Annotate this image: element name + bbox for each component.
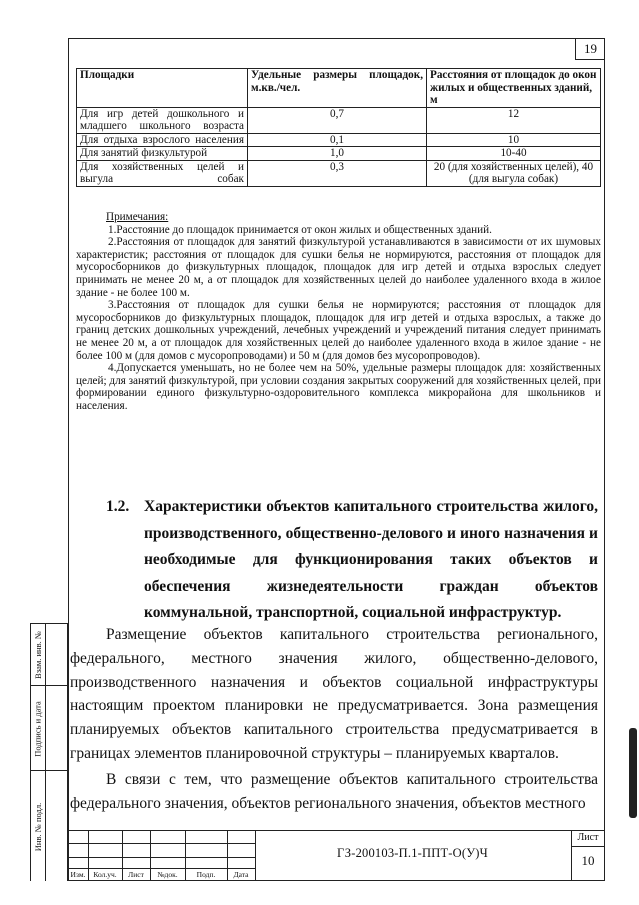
page-number: 19: [575, 38, 605, 60]
row-distance: 10-40: [427, 147, 601, 161]
document-code: ГЗ-200103-П.1-ППТ-О(У)Ч: [337, 846, 488, 860]
row-distance: 10: [427, 133, 601, 147]
section-heading: [106, 494, 598, 627]
header-playgrounds: Площадки: [77, 69, 248, 108]
row-distance: 20 (для хозяйственных целей), 40 (для выгула собак): [427, 160, 601, 186]
note-item: 3.Расстояния от площадок для сушки белья не нормируются; расстояния от площадок для мусоросборников до физкультурных площадок, площадок для игр детей и отдыха взрослых, а также до границ детских дошкольных учреждений, лечебных учреждений и учреждений питания следует принимать не менее 20 м, а от площадок для хозяйственных целей до наиболее удаленного входа в жилое здание - не более 100 м (для домов с мусоропроводами) и 50 м (для домов без мусоропроводов).: [76, 299, 601, 362]
table-row: [77, 107, 601, 133]
section-number: 1.2.: [106, 498, 130, 515]
stamp-col-izm: Изм.: [70, 870, 86, 879]
row-label: Для хозяйственных целей и выгула собак: [77, 160, 248, 186]
inv-podl-label: Инв. № подл.: [33, 802, 43, 851]
note-item: 2.Расстояния от площадок для занятий физкультурой устанавливаются в зависимости от их шумовых характеристик; расстояния от площадок для сушки белья не нормируются, расстояния от площадок для мусоросборников до физкультурных площадок, площадок для игр детей и отдыха взрослых следует принимать не менее 20 м, а от площадок для хозяйственных целей до наиболее удаленного входа в жилое здание - не более 100 м.: [76, 236, 601, 299]
notes-title: Примечания:: [106, 211, 169, 223]
stamp-col-podp: Подп.: [196, 870, 216, 879]
row-size: 0,3: [248, 160, 427, 186]
stamp-col-ndok: №док.: [157, 870, 178, 879]
sheet-number: 10: [581, 853, 595, 868]
header-distances: Расстояния от площадок до окон жилых и общественных зданий, м: [427, 69, 601, 108]
table-row: [77, 160, 601, 186]
stamp-col-kol: Кол.уч.: [93, 870, 117, 879]
row-size: 0,7: [248, 107, 427, 133]
signature-date-label: Подпись и дата: [33, 700, 44, 757]
stamp-top-line: [68, 830, 605, 831]
paragraph: В связи с тем, что размещение объектов капитального строительства федерального значения, объектов регионального значения, объектов местного: [70, 770, 598, 812]
table-notes: [76, 211, 601, 413]
stamp-col-list: Лист: [128, 870, 144, 879]
scan-edge-mark: [629, 728, 637, 818]
header-specific-size: Удельные размеры площадок, м.кв./чел.: [248, 69, 427, 108]
body-text: [70, 623, 598, 817]
table-row: [77, 133, 601, 147]
row-size: 1,0: [248, 147, 427, 161]
sheet-label: Лист: [577, 832, 599, 843]
row-distance: 12: [427, 107, 601, 133]
stamp-sheet-line: [571, 846, 605, 847]
row-size: 0,1: [248, 133, 427, 147]
row-label: Для занятий физкультурой: [77, 147, 248, 161]
row-label: Для игр детей дошкольного и младшего школьного возраста: [77, 107, 248, 133]
side-approval-strip: [30, 623, 68, 881]
row-label: Для отдыха взрослого населения: [77, 133, 248, 147]
table-row: [77, 147, 601, 161]
paragraph: Размещение объектов капитального строительства регионального, федерального, местного значения жилого, общественно-делового, производственного назначения и объектов социальной инфраструктуры настоящим проектом планировки не предусматривается. Зона размещения планируемых объектов капитального строительства предусматривается в границах элементов планировочной структуры – планируемых кварталов.: [70, 626, 598, 762]
playground-norms-table: [76, 68, 601, 187]
note-item: 4.Допускается уменьшать, но не более чем на 50%, удельные размеры площадок для: хозяйственных целей; для занятий физкультурой, при условии создания закрытых сооружений для хозяйственных целей, при формировании единого физкультурно-оздоровительного комплекса микрорайона для школьников и населения.: [76, 362, 601, 412]
note-item: 1.Расстояние до площадок принимается от окон жилых и общественных зданий.: [108, 223, 492, 236]
section-title: Характеристики объектов капитального строительства жилого, производственного, общественно-делового и иного назначения и необходимые для функционирования таких объектов и обеспечения жизнедеятельности граждан объектов коммунальной, транспортной, социальной инфраструктур.: [144, 498, 598, 621]
vzam-inv-label: Взам. инв. №: [33, 631, 43, 679]
table-header-row: [77, 69, 601, 108]
stamp-col-data: Дата: [233, 870, 249, 879]
